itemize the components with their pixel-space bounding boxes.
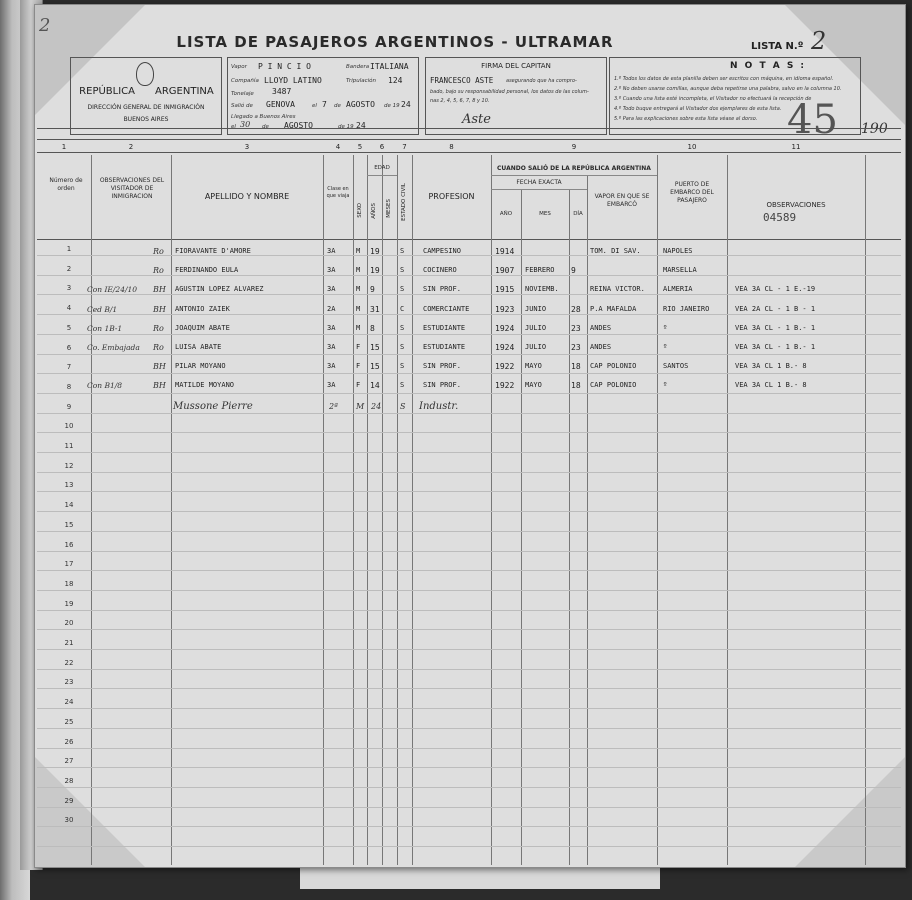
passenger-age: 9	[370, 285, 375, 295]
col-heading-vapor: VAPOR EN QUE SE EMBARCÓ	[594, 193, 650, 209]
embark-port: º	[663, 381, 668, 390]
visitor-mark: Ro	[153, 266, 164, 276]
passenger-class: 3A	[327, 343, 336, 351]
col-heading-puerto: PUERTO DE EMBARCO DEL PASAJERO	[670, 181, 714, 205]
handwritten-clase: 2ª	[329, 402, 338, 411]
departure-ship: REINA VICTOR.	[590, 285, 645, 294]
tripulacion-label: Tripulación	[346, 78, 377, 84]
visitor-mark: BH	[153, 362, 166, 372]
col-divider	[865, 155, 866, 865]
row-number: 29	[64, 796, 74, 805]
departure-day: 28	[571, 304, 581, 314]
handwritten-name: Mussone Pierre	[173, 401, 253, 412]
row-rule	[37, 432, 901, 433]
col-divider	[657, 155, 658, 865]
row-number: 25	[64, 717, 74, 726]
col-divider	[367, 155, 368, 865]
passenger-civil-status: S	[400, 343, 405, 351]
departure-month: NOVIEMB.	[525, 285, 559, 294]
row-rule	[37, 255, 901, 256]
visitor-observation: Con IE/24/10	[87, 285, 138, 295]
row-observation: VEA 3A CL - 1 B.- 1	[735, 343, 816, 351]
passenger-name: ANTONIO ZAIEK	[175, 304, 230, 313]
row-rule	[37, 728, 901, 729]
col-heading-orden: Número de orden	[49, 177, 83, 193]
corner-number: 2	[39, 15, 51, 36]
passenger-name: FIORAVANTE D'AMORE	[175, 247, 251, 255]
salido-de-label: de	[334, 103, 341, 109]
colnum-7: 7	[402, 143, 407, 151]
passenger-class: 3A	[327, 323, 336, 332]
colnum-2: 2	[128, 143, 134, 151]
row-rule	[37, 551, 901, 552]
departure-day: 18	[571, 381, 581, 391]
visitor-mark: Ro	[153, 323, 164, 333]
bandera-label: Bandera	[346, 64, 370, 70]
row-rule	[37, 807, 901, 808]
passenger-sex: M	[356, 285, 361, 294]
row-rule	[37, 472, 901, 473]
observaciones-stamp: 04589	[763, 211, 797, 224]
passenger-name: LUISA ABATE	[175, 343, 222, 351]
note-5: 5.º Para las explicaciones sobre esta lista véase al dorso.	[614, 116, 758, 122]
row-rule	[37, 610, 901, 611]
row-number: 1	[66, 245, 72, 253]
passenger-age: 19	[370, 247, 380, 256]
visitor-mark: BH	[153, 381, 166, 391]
row-rule	[37, 373, 901, 374]
visitor-mark: Ro	[153, 343, 164, 352]
side-number: 190	[861, 121, 888, 137]
tonelaje-label: Tonelaje	[231, 91, 254, 97]
captain-text2: bado, bajo su responsabilidad personal, los datos de las colum-	[430, 89, 589, 95]
row-number: 10	[64, 422, 74, 431]
row-rule	[37, 354, 901, 355]
compania-value: LLOYD LATINO	[264, 76, 322, 85]
row-observation: VEA 3A CL 1 B.- 8	[735, 362, 807, 371]
departure-year: 1914	[495, 247, 515, 256]
llegada-anio: 24	[356, 121, 366, 130]
passenger-class: 2A	[327, 304, 336, 313]
row-number: 26	[64, 737, 74, 746]
row-number: 19	[64, 599, 74, 608]
col-divider	[171, 155, 172, 865]
departure-ship: TOM. DI SAV.	[590, 247, 641, 255]
fecha-rule	[491, 189, 587, 190]
col-heading-meses: MESES	[386, 199, 392, 218]
passenger-name: AGUSTIN LOPEZ ALVAREZ	[175, 285, 264, 294]
colnum-4: 4	[335, 143, 341, 151]
vapor-label: Vapor	[231, 64, 247, 70]
photo-corner-bottom-right	[795, 757, 905, 867]
col-heading-mes: MES	[539, 211, 551, 217]
departure-year: 1922	[495, 362, 515, 372]
passenger-age: 31	[370, 304, 380, 314]
llegada-dia: 30	[240, 120, 251, 129]
departure-day: 18	[571, 362, 581, 372]
departure-day: 23	[571, 323, 581, 333]
passenger-civil-status: S	[400, 247, 405, 255]
row-rule	[37, 629, 901, 630]
col-heading-profesion: PROFESION	[428, 192, 475, 201]
passenger-profession: COCINERO	[423, 266, 457, 275]
passenger-age: 15	[370, 362, 380, 372]
passenger-name: MATILDE MOYANO	[175, 381, 235, 390]
passenger-civil-status: S	[400, 362, 405, 371]
passenger-age: 15	[370, 343, 380, 352]
republic-line2: ARGENTINA	[155, 86, 214, 97]
colnum-6: 6	[379, 143, 385, 151]
passenger-class: 3A	[327, 247, 336, 255]
row-number: 21	[64, 639, 74, 647]
row-observation: VEA 3A CL - 1 E.-19	[735, 285, 816, 294]
passenger-class: 3A	[327, 381, 336, 390]
col-divider	[491, 155, 492, 865]
visitor-observation: Ced B/1	[87, 304, 118, 314]
row-observation: VEA 3A CL - 1 B.- 1	[735, 323, 816, 332]
departure-month: FEBRERO	[525, 266, 555, 275]
llegada-mes: AGOSTO	[284, 121, 313, 130]
row-rule	[37, 688, 901, 689]
departure-ship: P.A MAFALDA	[590, 304, 637, 313]
departure-year: 1924	[495, 323, 515, 333]
departure-ship: CAP POLONIO	[590, 362, 637, 371]
departure-month: JULIO	[525, 323, 547, 332]
passenger-profession: CAMPESINO	[423, 247, 461, 255]
ship-info-box	[227, 57, 419, 135]
captain-signature: Aste	[462, 112, 491, 127]
departure-month: JULIO	[525, 343, 547, 351]
note-4: 4.º Todo buque entregará al Visitador dos ejemplares de esta lista.	[614, 106, 782, 112]
row-number: 16	[64, 540, 74, 549]
row-rule	[37, 748, 901, 749]
handwritten-civil: S	[400, 402, 406, 411]
republic-box	[70, 57, 222, 135]
col-divider	[397, 155, 398, 865]
row-number: 3	[66, 284, 72, 293]
row-rule	[37, 590, 901, 591]
captain-text1: asegurando que ha compro-	[506, 78, 577, 84]
lista-label: LISTA N.º	[751, 41, 804, 52]
passenger-civil-status: S	[400, 381, 405, 390]
row-rule	[37, 452, 901, 453]
passenger-civil-status: S	[400, 323, 405, 332]
departure-year: 1923	[495, 304, 515, 314]
page-title: LISTA DE PASAJEROS ARGENTINOS - ULTRAMAR	[176, 33, 614, 51]
row-number: 15	[64, 520, 74, 529]
col-heading-apellido-nombre: APELLIDO Y NOMBRE	[204, 192, 290, 201]
col-divider	[353, 155, 354, 865]
salido-el-label: el	[312, 103, 317, 109]
embark-port: RIO JANEIRO	[663, 304, 710, 313]
row-rule	[37, 570, 901, 571]
col-heading-estado-civil: ESTADO CIVIL	[401, 183, 407, 221]
col-heading-observaciones: OBSERVACIONES	[766, 201, 826, 209]
col-heading-salio: CUANDO SALIÓ DE LA REPÚBLICA ARGENTINA	[497, 165, 651, 172]
row-rule	[37, 275, 901, 276]
edad-rule	[367, 175, 397, 176]
republic-line3: DIRECCIÓN GENERAL DE INMIGRACIÓN	[87, 104, 205, 111]
embark-port: º	[663, 343, 668, 351]
row-rule	[37, 393, 901, 394]
row-observation: VEA 3A CL 1 B.- 8	[735, 381, 807, 390]
stamp-number: 45	[787, 97, 838, 143]
col-divider	[91, 155, 92, 865]
notes-box	[609, 57, 861, 135]
departure-month: MAYO	[525, 362, 542, 371]
departure-year: 1915	[495, 285, 515, 295]
passenger-list-page	[34, 4, 906, 868]
col-divider	[587, 175, 588, 865]
departure-day: 9	[571, 266, 576, 276]
embark-port: SANTOS	[663, 362, 689, 371]
departure-year: 1907	[495, 266, 515, 276]
row-rule	[37, 669, 901, 670]
republic-line4: BUENOS AIRES	[123, 116, 169, 123]
passenger-sex: M	[356, 323, 361, 332]
col-heading-anios: AÑOS	[371, 203, 377, 219]
visitor-mark: BH	[153, 304, 166, 314]
row-number: 24	[64, 698, 74, 707]
passenger-civil-status: S	[400, 285, 405, 294]
row-rule	[37, 491, 901, 492]
col-divider	[412, 155, 413, 865]
passenger-profession: SIN PROF.	[423, 381, 461, 390]
colnum-5: 5	[357, 143, 363, 151]
col-heading-clase: Clase en que viaja	[326, 186, 350, 199]
passenger-profession: ESTUDIANTE	[423, 343, 466, 351]
row-observation: VEA 2A CL - 1 B - 1	[735, 304, 816, 313]
passenger-name: JOAQUIM ABATE	[175, 323, 230, 332]
passenger-class: 3A	[327, 362, 336, 371]
row-number: 9	[66, 402, 72, 411]
colnum-9: 9	[571, 143, 577, 151]
passenger-name: FERDINANDO EULA	[175, 266, 239, 275]
row-number: 23	[64, 678, 74, 687]
row-number: 11	[64, 442, 74, 450]
col-divider	[569, 189, 570, 865]
salido-mes: AGOSTO	[346, 100, 375, 109]
col-divider	[382, 155, 383, 865]
llegada-label: Llegado a Buenos Aires	[231, 114, 296, 120]
passenger-class: 3A	[327, 266, 336, 275]
captain-name: FRANCESCO ASTE	[430, 76, 494, 85]
row-rule	[37, 787, 901, 788]
row-rule	[37, 649, 901, 650]
col-divider	[727, 155, 728, 865]
row-rule	[37, 708, 901, 709]
departure-year: 1922	[495, 381, 515, 391]
passenger-profession: SIN PROF.	[423, 362, 461, 371]
row-number: 13	[64, 481, 74, 490]
notes-title: N O T A S :	[730, 61, 807, 71]
passenger-name: PILAR MOYANO	[175, 362, 226, 371]
row-rule	[37, 826, 901, 827]
passenger-profession: ESTUDIANTE	[423, 323, 466, 332]
bandera-value: ITALIANA	[370, 62, 409, 71]
passenger-sex: F	[356, 343, 361, 351]
row-rule	[37, 334, 901, 335]
passenger-age: 8	[370, 323, 375, 333]
captain-signature-box	[425, 57, 607, 135]
llegada-el-label: el	[231, 124, 236, 130]
row-rule	[37, 511, 901, 512]
salio-rule	[491, 175, 657, 176]
vapor-value: P I N C I O	[258, 62, 311, 71]
departure-month: MAYO	[525, 381, 542, 390]
colhead-rule	[37, 239, 901, 240]
row-number: 14	[64, 501, 74, 510]
handwritten-sexo: M	[356, 402, 365, 411]
col-divider	[323, 155, 324, 865]
embark-port: º	[663, 323, 668, 332]
salido-anio-label: de 19	[384, 103, 400, 109]
row-rule	[37, 413, 901, 414]
photo-corner-bottom-left	[35, 757, 145, 867]
note-2: 2.º No deben usarse comillas, aunque deba repetirse una palabra, salvo en la columna 10.	[614, 86, 842, 92]
visitor-observation: Con 1B-1	[87, 323, 123, 333]
col-heading-anio: AÑO	[499, 211, 513, 217]
passenger-class: 3A	[327, 285, 336, 294]
row-number: 6	[66, 343, 72, 352]
compania-label: Compañía	[231, 78, 259, 84]
row-number: 18	[64, 579, 74, 588]
row-number: 27	[64, 757, 74, 766]
table-top-rule	[37, 139, 901, 140]
tonelaje-value: 3487	[272, 87, 292, 96]
llegada-de-label: de	[262, 124, 269, 130]
row-rule	[37, 767, 901, 768]
row-number: 12	[64, 461, 74, 470]
passenger-sex: M	[356, 304, 361, 313]
lista-number: 2	[811, 27, 827, 55]
handwritten-edad: 24	[371, 402, 382, 411]
captain-text3: nas 2, 4, 5, 6, 7, 8 y 10.	[430, 98, 490, 104]
embark-port: ALMERIA	[663, 285, 693, 294]
col-heading-observaciones-visitador: OBSERVACIONES DEL VISITADOR DE INMIGRACION	[99, 177, 165, 201]
departure-year: 1924	[495, 343, 515, 352]
row-rule	[37, 294, 901, 295]
visitor-observation: Co. Embajada	[87, 343, 140, 352]
passenger-sex: F	[356, 381, 361, 390]
header-bottom-rule	[37, 128, 901, 129]
row-number: 28	[64, 776, 74, 785]
embark-port: MARSELLA	[663, 266, 697, 275]
note-3: 3.º Cuando una lista esté incompleta, el Visitador no efectuará la recepción de	[614, 96, 812, 102]
col-heading-sexo: SEXO	[357, 203, 363, 218]
salido-value: GENOVA	[266, 100, 295, 109]
col-divider	[521, 189, 522, 865]
passenger-sex: M	[356, 247, 361, 255]
passenger-sex: F	[356, 362, 361, 371]
colnum-3: 3	[244, 143, 250, 151]
col-heading-dia: DÍA	[573, 211, 583, 217]
colnum-rule	[37, 152, 901, 153]
llegada-anio-label: de 19	[338, 124, 354, 130]
row-rule	[37, 314, 901, 315]
row-number: 30	[64, 816, 74, 825]
col-heading-edad: EDAD	[374, 165, 390, 171]
passenger-profession: COMERCIANTE	[423, 304, 470, 313]
salido-dia: 7	[322, 100, 327, 109]
colnum-8: 8	[449, 143, 454, 151]
colnum-11: 11	[791, 143, 801, 151]
coat-of-arms-icon	[136, 62, 154, 86]
republic-line1: REPÚBLICA	[79, 86, 135, 97]
row-number: 22	[64, 658, 74, 667]
departure-month: JUNIO	[525, 304, 547, 313]
departure-ship: CAP POLONIO	[590, 381, 637, 390]
captain-heading: FIRMA DEL CAPITAN	[481, 62, 551, 70]
visitor-observation: Con B1/8	[87, 381, 123, 391]
colnum-10: 10	[687, 143, 697, 151]
row-number: 7	[66, 363, 72, 372]
row-number: 20	[64, 619, 74, 628]
row-rule	[37, 846, 901, 847]
row-number: 5	[66, 323, 72, 332]
passenger-sex: M	[356, 266, 361, 275]
row-number: 17	[64, 560, 74, 569]
tripulacion-value: 124	[388, 76, 403, 85]
col-heading-fecha: FECHA EXACTA	[516, 179, 562, 186]
colnum-1: 1	[61, 143, 67, 151]
row-number: 4	[66, 304, 72, 313]
visitor-mark: BH	[153, 285, 166, 295]
passenger-age: 14	[370, 381, 380, 391]
handwritten-profesion: Industr.	[419, 401, 459, 412]
salido-label: Salió de	[231, 103, 253, 109]
row-number: 8	[66, 382, 72, 391]
passenger-age: 19	[370, 266, 380, 276]
passenger-profession: SIN PROF.	[423, 285, 461, 294]
departure-ship: ANDES	[590, 343, 612, 351]
passenger-civil-status: C	[400, 304, 405, 313]
row-number: 2	[66, 264, 72, 273]
departure-ship: ANDES	[590, 323, 612, 332]
departure-day: 23	[571, 343, 581, 352]
passenger-civil-status: S	[400, 266, 405, 275]
note-1: 1.º Todos los datos de esta planilla deben ser escritos con máquina, en idioma español.	[614, 76, 834, 82]
embark-port: NAPOLES	[663, 247, 693, 255]
salido-anio: 24	[401, 100, 411, 109]
visitor-mark: Ro	[153, 247, 164, 256]
row-rule	[37, 531, 901, 532]
